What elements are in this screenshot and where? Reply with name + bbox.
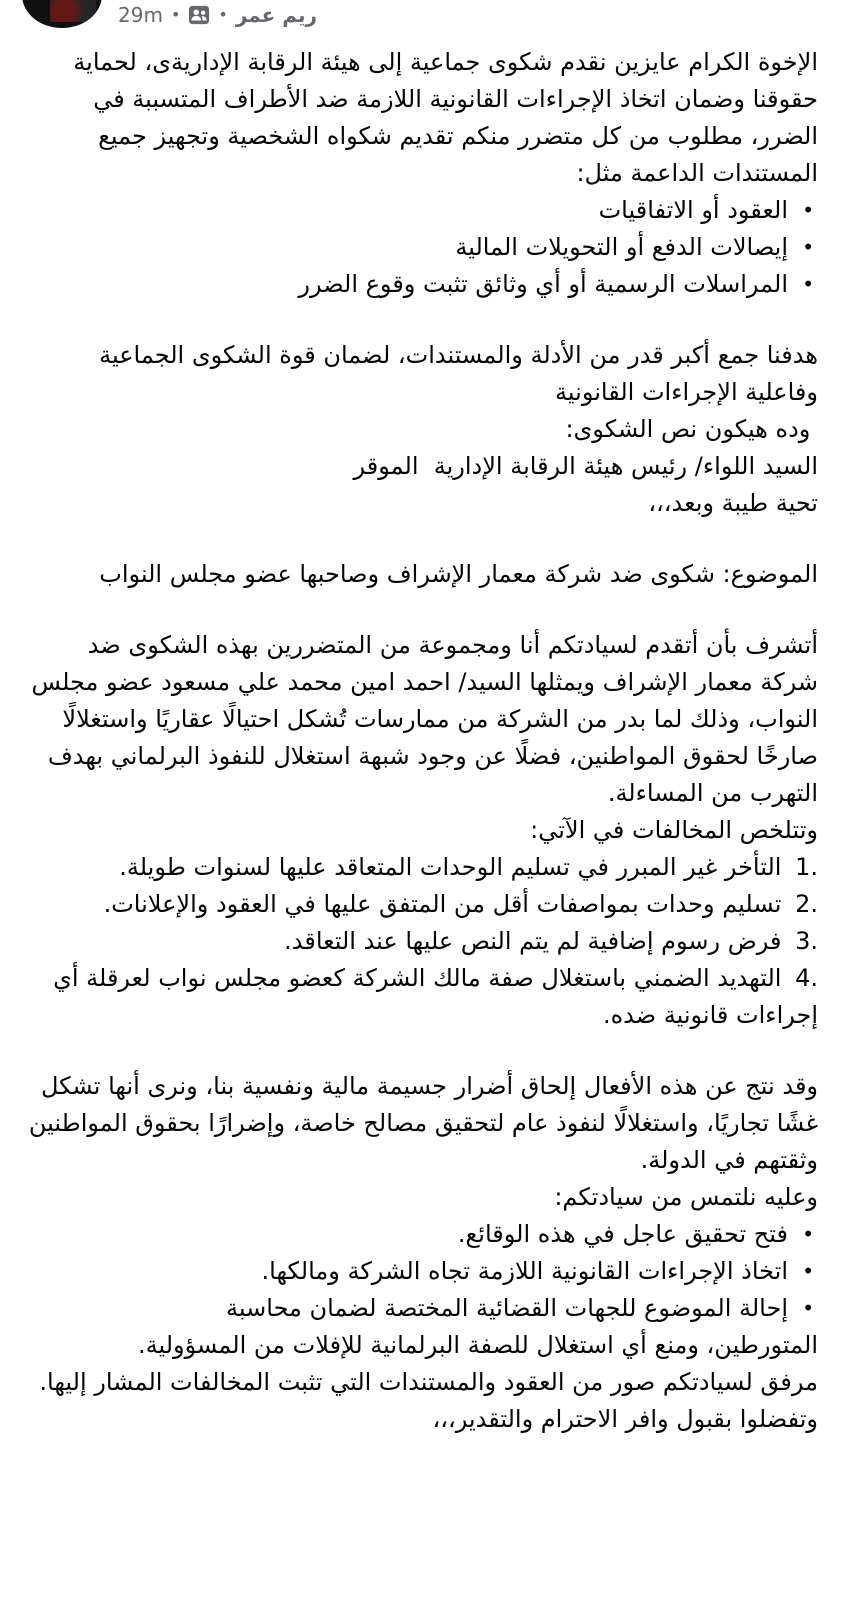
list-item: 2. تسليم وحدات بمواصفات أقل من المتفق عليها في العقود والإعلانات. <box>103 890 818 918</box>
requests-list <box>24 1216 818 1327</box>
list-item: • العقود أو الاتفاقيات <box>24 192 818 229</box>
author-avatar[interactable] <box>22 0 102 28</box>
post-meta <box>118 0 317 30</box>
list-item: • المراسلات الرسمية أو أي وثائق تثبت وقوع الضرر <box>24 266 818 303</box>
closing-line: وتفضلوا بقبول وافر الاحترام والتقدير،،، <box>432 1405 818 1433</box>
goal-paragraph: هدفنا جمع أكبر قدر من الأدلة والمستندات، لضمان قوة الشكوى الجماعية وفاعلية الإجراءات القانونية <box>91 341 818 406</box>
separator-dot: • <box>170 5 181 24</box>
separator-dot: • <box>218 5 228 24</box>
list-item: • إحالة الموضوع للجهات القضائية المختصة لضمان محاسبة <box>24 1290 818 1327</box>
attachments-line: مرفق لسيادتكم صور من العقود والمستندات التي تثبت المخالفات المشار إليها. <box>39 1368 818 1396</box>
post-body <box>21 44 818 1438</box>
list-item: • اتخاذ الإجراءات القانونية اللازمة تجاه الشركة ومالكها. <box>24 1253 818 1290</box>
list-item: • فتح تحقيق عاجل في هذه الوقائع. <box>24 1216 818 1253</box>
subject-line: الموضوع: شكوى ضد شركة معمار الإشراف وصاحبها عضو مجلس النواب <box>99 560 818 588</box>
list-item: 1. التأخر غير المبرر في تسليم الوحدات المتعاقد عليها لسنوات طويلة. <box>119 853 818 881</box>
intro-paragraph: الإخوة الكرام عايزين نقدم شكوى جماعية إلى هيئة الرقابة الإداريةى، لحماية حقوقنا وضمان اتخاذ الإجراءات القانونية اللازمة ضد الأطراف المتسببة في الضرر، مطلوب من كل متضرر منكم تقديم شكواه الشخصية وتجهيز جميع المستندات الداعمة مثل: <box>65 48 818 187</box>
list-item: • إيصالات الدفع أو التحويلات المالية <box>24 229 818 266</box>
body-paragraph: أتشرف بأن أتقدم لسيادتكم أنا ومجموعة من المتضررين بهذه الشكوى ضد شركة معمار الإشراف ويمثلها السيد/ احمد امين محمد علي مسعود عضو مجلس النواب، وذلك لما بدر من الشركة من ممارسات تُشكل احتيالًا عقاريًا واستغلالًا صارخًا لحقوق المواطنين، فضلًا عن وجود شبهة استغلال للنفوذ البرلماني بهدف التهرب من المساءلة. <box>23 631 818 807</box>
requests-title: وعليه نلتمس من سيادتكم: <box>554 1183 818 1211</box>
violations-title: وتتلخص المخالفات في الآتي: <box>530 816 818 844</box>
addressee-line: السيد اللواء/ رئيس هيئة الرقابة الإدارية الموقر <box>353 452 818 480</box>
damage-paragraph: وقد نتج عن هذه الأفعال إلحاق أضرار جسيمة مالية ونفسية بنا، ونرى أنها تشكل غشًا تجاريًا، واستغلالًا لنفوذ عام لتحقيق مصالح خاصة، وإضرارًا بحقوق المواطنين وثقتهم في الدولة. <box>21 1072 818 1174</box>
documents-list <box>24 192 818 303</box>
requests-continuation: المتورطين، ومنع أي استغلال للصفة البرلمانية للإفلات من المسؤولية. <box>137 1331 818 1359</box>
post-time[interactable]: 29m <box>118 3 163 27</box>
author-name[interactable]: ريم عمر <box>235 3 317 27</box>
complaint-text-intro: وده هيكون نص الشكوى: <box>565 415 818 443</box>
list-item: 4. التهديد الضمني باستغلال صفة مالك الشركة كعضو مجلس نواب لعرقلة أي إجراءات قانونية ضده. <box>53 964 818 1029</box>
friends-icon[interactable] <box>188 4 210 26</box>
violations-list <box>24 849 818 1034</box>
list-item: 3. فرض رسوم إضافية لم يتم النص عليها عند التعاقد. <box>284 927 818 955</box>
greeting-line: تحية طيبة وبعد،،، <box>648 489 818 517</box>
post-header <box>0 0 858 34</box>
